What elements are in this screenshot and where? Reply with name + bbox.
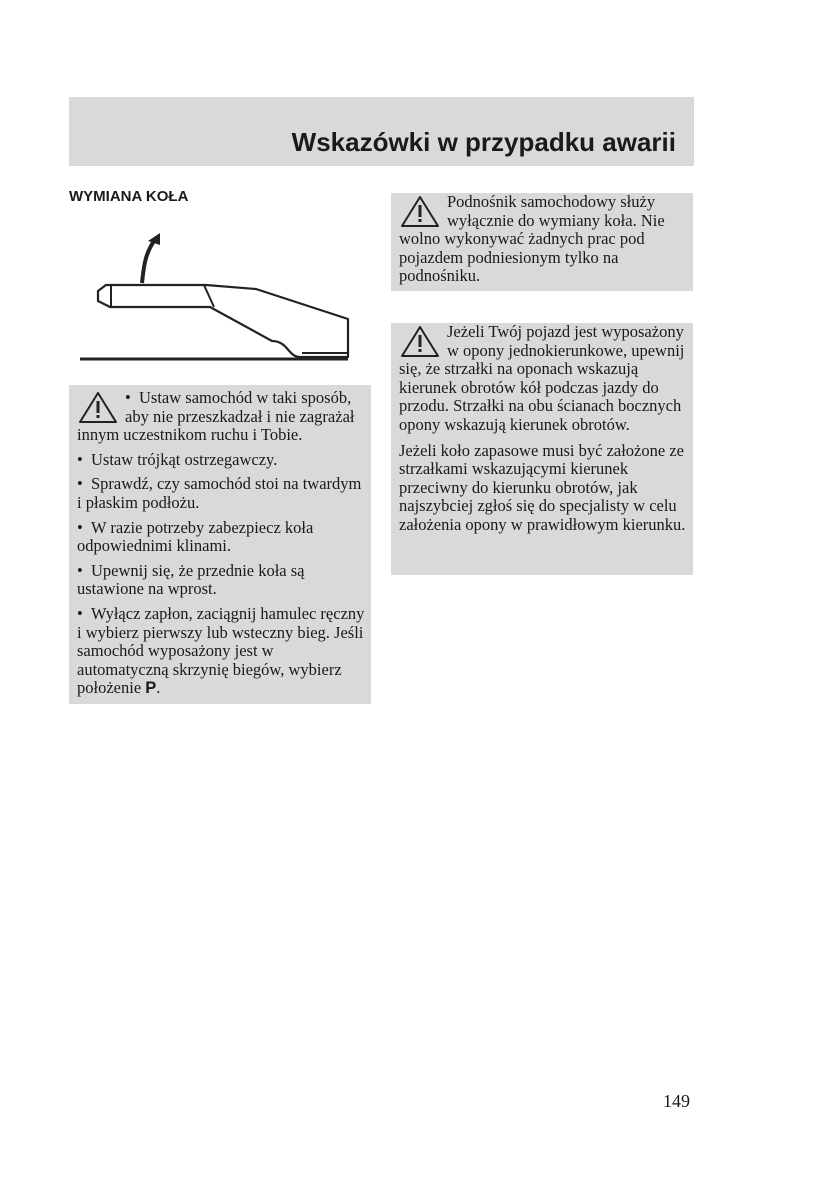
- warning-triangle-icon: [77, 389, 119, 425]
- list-item: • Upewnij się, że przednie koła są ustawione na wprost.: [77, 560, 305, 599]
- tyre-direction-para-2: Jeżeli koło zapasowe musi być założone ze strzałkami wskazującymi kierunek przeciwny do kierunku obrotów, jak najszybciej zgłoś się do specjalisty w celu założenia opony w prawidłowym kierunku.: [399, 440, 686, 534]
- tyre-direction-box: [391, 323, 693, 575]
- page-title: Wskazówki w przypadku awarii: [291, 127, 676, 157]
- handbrake-lever-illustration: [76, 233, 356, 363]
- jack-warning-box: [391, 193, 693, 291]
- bullet: •: [125, 388, 131, 407]
- jack-warning-text: Podnośnik samochodowy służy wyłącznie do wymiany koła. Nie wolno wykonywać żadnych prac pod pojazdem podniesionym tylko na podnośniku.: [399, 192, 665, 286]
- header-band: [69, 97, 694, 166]
- list-item: • Sprawdź, czy samochód stoi na twardym i płaskim podłożu.: [77, 474, 362, 512]
- section-heading: WYMIANA KOŁA: [69, 188, 189, 205]
- list-item: • Ustaw trójkąt ostrzegawczy.: [77, 449, 278, 469]
- tyre-direction-para-1: Jeżeli Twój pojazd jest wyposażony w opony jednokierunkowe, upewnij się, że strzałki na oponach wskazują kierunek obrotów kół podczas jazdy do przodu. Strzałki na obu ścianach bocznych opony wskazują kierunek obrotów.: [399, 322, 685, 434]
- safety-steps-box: [69, 385, 371, 704]
- list-item: • Wyłącz zapłon, zaciągnij hamulec ręczny i wybierz pierwszy lub wsteczny bieg. Jeśli samochód wyposażony jest w automatyczną skrzynię biegów, wybierz położenie P.: [77, 603, 365, 698]
- safety-step-intro: • Ustaw samochód w taki sposób, aby nie przeszkadzał i nie zagrażał innym uczestnikom ruchu i Tobie.: [77, 388, 355, 445]
- warning-triangle-icon: [399, 323, 441, 359]
- warning-triangle-icon: [399, 193, 441, 229]
- page-number: 149: [663, 1091, 690, 1111]
- arrow-up-icon: [142, 233, 160, 283]
- list-item: • W razie potrzeby zabezpiecz koła odpowiednimi klinami.: [77, 517, 314, 556]
- gear-position-label: P: [145, 679, 157, 698]
